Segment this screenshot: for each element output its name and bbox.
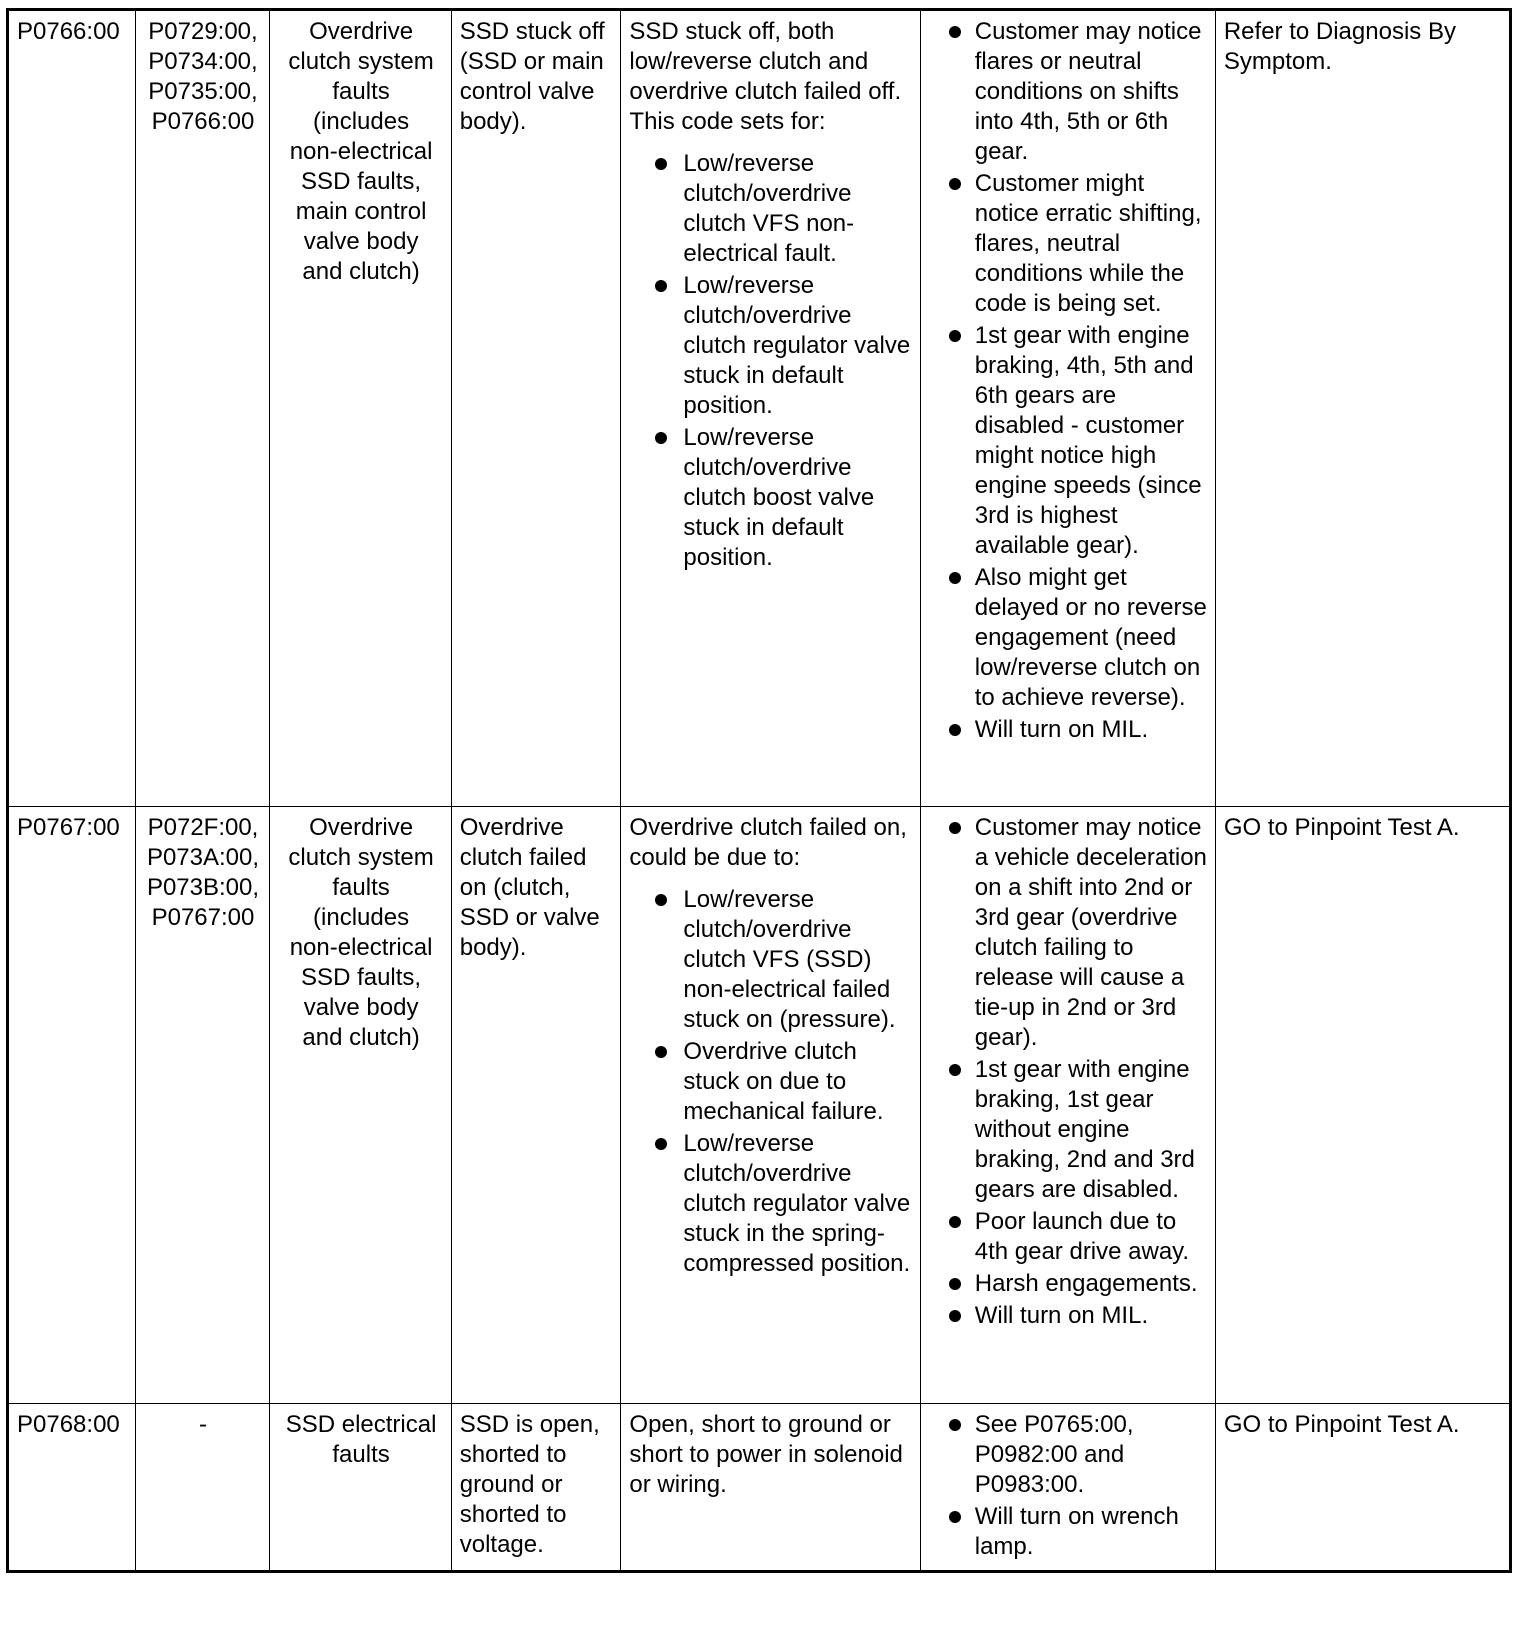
list-item-text: Low/reverse clutch/overdrive clutch regulator valve stuck in the spring-compressed position. (683, 1130, 911, 1277)
system-line: faults (332, 874, 390, 901)
list-item (945, 1269, 1208, 1299)
dtc-code-cell: P0768:00 (8, 1404, 136, 1572)
list-item-text: Harsh engagements. (974, 1270, 1198, 1297)
symptoms-cell (920, 1404, 1215, 1572)
list-item-text: Will turn on wrench lamp. (974, 1503, 1179, 1560)
system-line: clutch system (288, 48, 434, 75)
bullet-icon (949, 1278, 961, 1290)
list-item-text: Low/reverse clutch/overdrive clutch VFS non-electrical fault. (683, 150, 855, 267)
bullet-icon (949, 1511, 961, 1523)
list-item (651, 271, 912, 421)
system-cell (270, 1404, 451, 1572)
symptoms-list (945, 17, 1208, 745)
system-line: (includes (313, 108, 410, 135)
bullet-icon (655, 894, 667, 906)
list-item (651, 1037, 912, 1127)
list-item (945, 1502, 1208, 1562)
system-line: clutch system (288, 844, 434, 871)
related-code: P0767:00 (151, 904, 255, 931)
list-item (651, 1129, 912, 1279)
system-line: and clutch) (302, 1024, 420, 1051)
system-line: faults (332, 1441, 390, 1468)
system-line: non-electrical (289, 934, 433, 961)
system-line: Overdrive (309, 18, 414, 45)
table-row (8, 1404, 1511, 1572)
list-item (945, 715, 1208, 745)
related-code: P073A:00, (146, 844, 260, 871)
related-codes-cell (135, 1404, 270, 1572)
list-item (651, 423, 912, 573)
symptoms-cell (920, 10, 1215, 807)
system-cell (270, 807, 451, 1404)
condition-cell: Overdrive clutch failed on (clutch, SSD or valve body). (451, 807, 621, 1404)
related-code: P073B:00, (146, 874, 260, 901)
bullet-icon (655, 1138, 667, 1150)
bullet-icon (655, 158, 667, 170)
description-cell (621, 10, 920, 807)
list-item (651, 149, 912, 269)
bullet-icon (949, 1310, 961, 1322)
list-item-text: Will turn on MIL. (974, 716, 1149, 743)
bullet-icon (949, 1216, 961, 1228)
related-codes-cell (135, 807, 270, 1404)
list-item (945, 1410, 1208, 1500)
bullet-icon (949, 330, 961, 342)
condition-cell: SSD is open, shorted to ground or shorted to voltage. (451, 1404, 621, 1572)
list-item-text: Customer may notice flares or neutral conditions on shifts into 4th, 5th or 6th gear. (974, 18, 1202, 165)
list-item (945, 563, 1208, 713)
system-line: SSD faults, (301, 964, 422, 991)
table-body (8, 10, 1511, 1572)
list-item (945, 17, 1208, 167)
description-list (629, 149, 912, 573)
dtc-code-cell: P0766:00 (8, 10, 136, 807)
system-line: and clutch) (302, 258, 420, 285)
list-item (945, 321, 1208, 561)
list-item-text: Low/reverse clutch/overdrive clutch VFS (SSD) non-electrical failed stuck on (pressure). (683, 886, 896, 1033)
description-cell (621, 1404, 920, 1572)
list-item-text: Low/reverse clutch/overdrive clutch boost valve stuck in default position. (683, 424, 875, 571)
dtc-code-cell: P0767:00 (8, 807, 136, 1404)
list-item-text: Will turn on MIL. (974, 1302, 1149, 1329)
related-code: - (198, 1411, 207, 1438)
table-row (8, 807, 1511, 1404)
system-line: main control (295, 198, 427, 225)
dtc-table (6, 8, 1512, 1573)
bullet-icon (949, 1064, 961, 1076)
related-code: P0729:00, (148, 18, 258, 45)
system-line: non-electrical (289, 138, 433, 165)
system-line: SSD faults, (301, 168, 422, 195)
system-line: valve body (303, 994, 419, 1021)
symptoms-list (945, 1410, 1208, 1562)
system-line: (includes (313, 904, 410, 931)
bullet-icon (655, 280, 667, 292)
list-item (945, 1055, 1208, 1205)
symptoms-list (945, 813, 1208, 1331)
related-codes-cell (135, 10, 270, 807)
list-item (945, 813, 1208, 1053)
bullet-icon (949, 26, 961, 38)
description-intro: Overdrive clutch failed on, could be due to: (629, 814, 907, 871)
related-code: P072F:00, (147, 814, 259, 841)
condition-cell: SSD stuck off (SSD or main control valve body). (451, 10, 621, 807)
list-item (651, 885, 912, 1035)
bullet-icon (949, 178, 961, 190)
action-cell: Refer to Diagnosis By Symptom. (1215, 10, 1510, 807)
description-cell (621, 807, 920, 1404)
list-item (945, 1207, 1208, 1267)
action-cell: GO to Pinpoint Test A. (1215, 807, 1510, 1404)
bullet-icon (949, 572, 961, 584)
related-code: P0735:00, (148, 78, 258, 105)
list-item-text: See P0765:00, P0982:00 and P0983:00. (974, 1411, 1134, 1498)
system-line: Overdrive (309, 814, 414, 841)
bullet-icon (655, 1046, 667, 1058)
system-line: faults (332, 78, 390, 105)
system-line: SSD electrical (285, 1411, 437, 1438)
system-cell (270, 10, 451, 807)
list-item (945, 169, 1208, 319)
list-item-text: Customer might notice erratic shifting, flares, neutral conditions while the code is being set. (974, 170, 1202, 317)
list-item-text: Overdrive clutch stuck on due to mechanical failure. (683, 1038, 884, 1125)
list-item-text: Also might get delayed or no reverse engagement (need low/reverse clutch on to achieve reverse). (974, 564, 1207, 711)
list-item-text: 1st gear with engine braking, 4th, 5th and 6th gears are disabled - customer might notice high engine speeds (since 3rd is highest available gear). (974, 322, 1202, 559)
list-item-text: Low/reverse clutch/overdrive clutch regulator valve stuck in default position. (683, 272, 911, 419)
action-cell: GO to Pinpoint Test A. (1215, 1404, 1510, 1572)
list-item-text: Customer may notice a vehicle deceleration on a shift into 2nd or 3rd gear (overdrive clutch failing to release will cause a tie-up in 2nd or 3rd gear). (974, 814, 1207, 1051)
description-intro: SSD stuck off, both low/reverse clutch and overdrive clutch failed off. This code sets for: (629, 18, 902, 135)
description-intro: Open, short to ground or short to power in solenoid or wiring. (629, 1411, 903, 1498)
table-row (8, 10, 1511, 807)
related-code: P0766:00 (151, 108, 255, 135)
related-code: P0734:00, (148, 48, 258, 75)
list-item-text: Poor launch due to 4th gear drive away. (974, 1208, 1190, 1265)
system-line: valve body (303, 228, 419, 255)
description-list (629, 885, 912, 1279)
list-item-text: 1st gear with engine braking, 1st gear without engine braking, 2nd and 3rd gears are disabled. (974, 1056, 1195, 1203)
bullet-icon (949, 724, 961, 736)
bullet-icon (949, 1419, 961, 1431)
bullet-icon (655, 432, 667, 444)
symptoms-cell (920, 807, 1215, 1404)
list-item (945, 1301, 1208, 1331)
bullet-icon (949, 822, 961, 834)
